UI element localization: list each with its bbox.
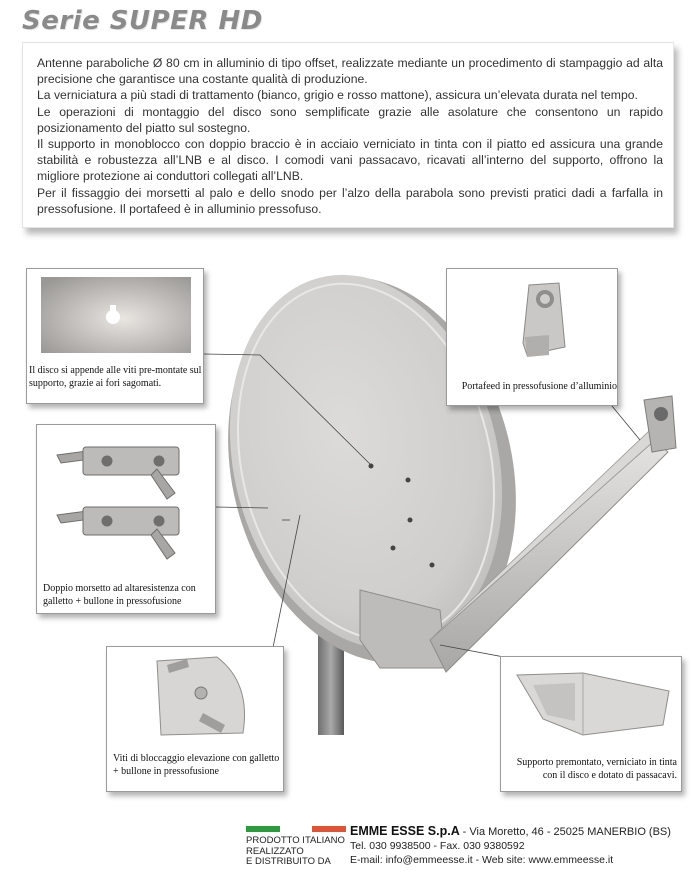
callout-portafeed-text: Portafeed in pressofusione d’alluminio bbox=[461, 381, 617, 392]
company-contact: E-mail: info@emmeesse.it - Web site: www.emmeesse.it bbox=[350, 854, 614, 866]
description-paragraph: Le operazioni di montaggio del disco sono semplificate grazie alle asolature che consentono un rapido posizionamento del piatto sul sostegno. bbox=[37, 104, 663, 135]
callout-double-clamp-text: Doppio morsetto ad altaresistenza con galletto + bullone in pressofusione bbox=[43, 583, 196, 607]
company-info bbox=[350, 824, 671, 867]
description-paragraph: Antenne paraboliche Ø 80 cm in alluminio di tipo offset, realizzate mediante un procedimento di stampaggio ad alta precisione che garantisce una costante qualità di produzione. bbox=[37, 56, 663, 87]
callout-elevation-screws-text: Viti di bloccaggio elevazione con galletto + bullone in pressofusione bbox=[113, 753, 280, 777]
description-paragraph: Il supporto in monoblocco con doppio braccio è in acciaio verniciato in tinta con il piatto ed assicura una grande stabilità e robustezza all’LNB e al disco. I comodi vani passacavo, ricavati all’interno del supporto, offrono la migliore protezione ai conduttori collegati all’LNB. bbox=[37, 137, 663, 184]
company-phone: Tel. 030 9938500 - Fax. 030 9380592 bbox=[350, 840, 525, 852]
callout-portafeed bbox=[446, 268, 618, 406]
portafeed-photo bbox=[507, 277, 587, 365]
callout-elevation-screws bbox=[106, 646, 284, 792]
company-name: EMME ESSE S.p.A bbox=[350, 824, 460, 838]
description-paragraph: La verniciatura a più stadi di trattamento (bianco, grigio e rosso mattone), assicura un’elevata durata nel tempo. bbox=[37, 88, 638, 103]
distributed-text: E DISTRIBUITO DA bbox=[246, 856, 331, 867]
clamp-photo bbox=[47, 433, 197, 573]
company-address: - Via Moretto, 46 - 25025 MANERBIO (BS) bbox=[462, 826, 671, 838]
page-title: Serie SUPER HD bbox=[22, 6, 263, 36]
flag-red-stripe bbox=[312, 826, 346, 832]
dish-hole bbox=[391, 546, 396, 551]
disc-hole-photo bbox=[41, 277, 191, 353]
dish-hole bbox=[406, 478, 411, 483]
description-paragraph: Per il fissaggio dei morsetti al palo e dello snodo per l’alzo della parabola sono previsti pratici dadi a farfalla in pressofusione. Il portafeed è in alluminio pressofuso. bbox=[37, 185, 663, 216]
callout-disc-hang bbox=[26, 268, 204, 404]
dish-hole bbox=[408, 518, 413, 523]
callout-double-clamp bbox=[36, 424, 216, 614]
dish-hole bbox=[430, 563, 435, 568]
made-in-text: PRODOTTO ITALIANO bbox=[246, 835, 345, 846]
callout-disc-hang-text: Il disco si appende alle viti pre-montate sul supporto, grazie ai fori sagomati. bbox=[29, 365, 202, 389]
realized-text: REALIZZATO bbox=[246, 845, 304, 857]
made-in-italy-label bbox=[246, 836, 345, 868]
callout-support-text: Supporto premontato, verniciato in tinta con il disco e dotato di passacavi. bbox=[516, 757, 677, 781]
flag-green-stripe bbox=[246, 826, 280, 832]
elevation-plate-photo bbox=[147, 653, 257, 739]
dish-hole bbox=[369, 464, 374, 469]
callout-support bbox=[500, 656, 682, 792]
support-photo bbox=[513, 665, 673, 741]
